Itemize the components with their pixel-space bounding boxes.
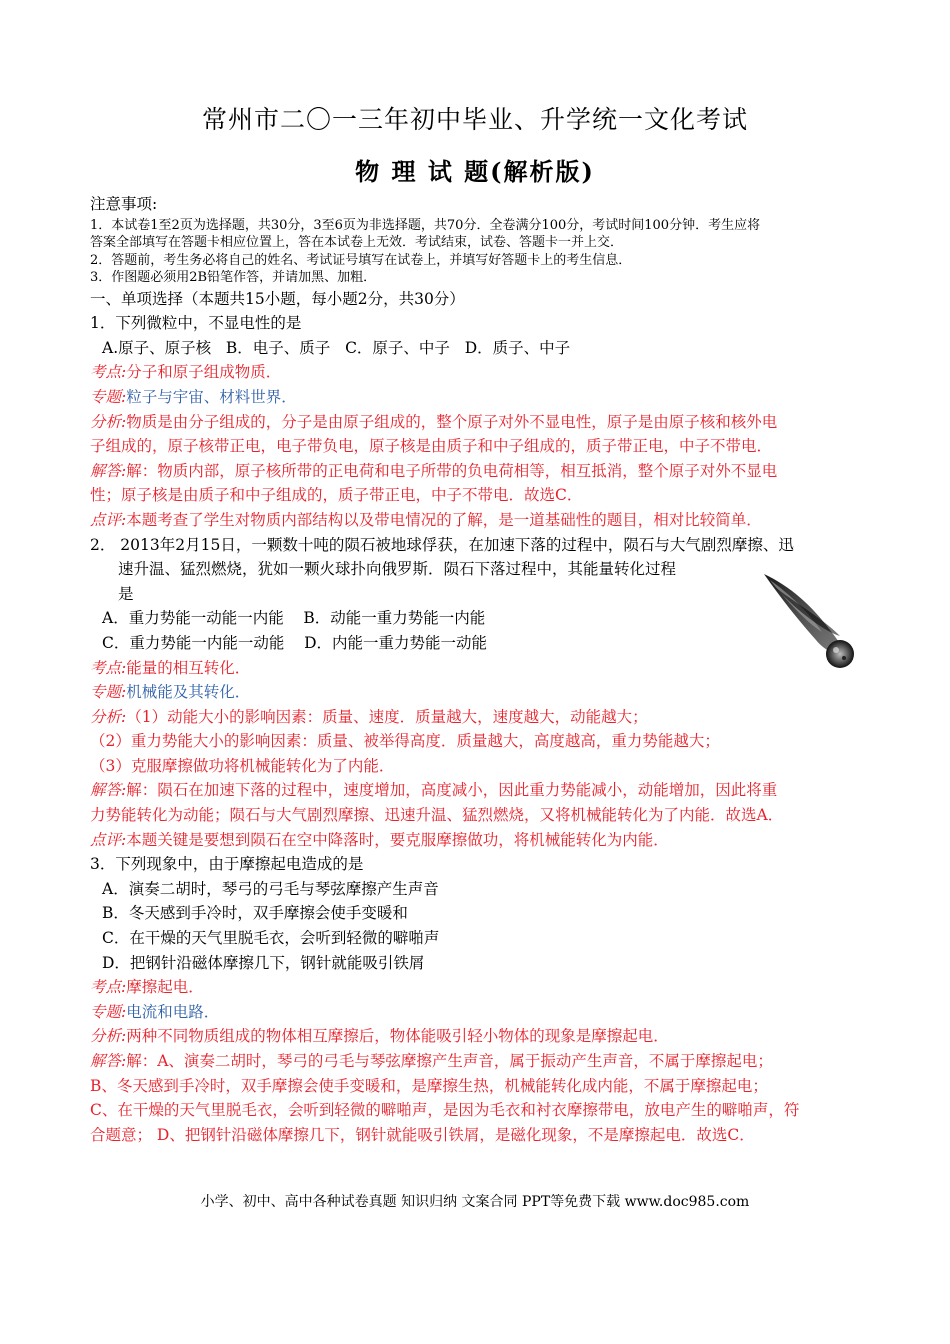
jieda-text: 解：陨石在加速下落的过程中，速度增加，高度减小，因此重力势能减小，动能增加，因此将重 xyxy=(126,781,778,800)
q1-jieda xyxy=(90,459,865,484)
dianping-text: 本题考查了学生对物质内部结构以及带电情况的了解，是一道基础性的题目，相对比较简单． xyxy=(126,510,762,529)
zhuanti-text: 机械能及其转化． xyxy=(126,683,251,702)
jieda-text: 解：物质内部，原子核所带的正电荷和电子所带的负电荷相等，相互抵消，整个原子对外不显电 xyxy=(126,461,778,480)
notice-line-4: 3．作图题必须用2B铅笔作答，并请加黑、加粗． xyxy=(90,270,377,286)
q3-option-a: A．演奏二胡时，琴弓的弓毛与琴弦摩擦产生声音 xyxy=(102,879,439,898)
label-dianping: 点评: xyxy=(90,510,127,529)
section-heading: 一、单项选择（本题共15小题，每小题2分，共30分） xyxy=(90,289,465,308)
q1-dianping xyxy=(90,508,865,533)
kaodian-text: 摩擦起电． xyxy=(126,978,204,997)
notice-line-3: 2．答题前，考生务必将自己的姓名、考试证号填写在试卷上，并填写好答题卡上的考生信息． xyxy=(90,252,632,268)
label-jieda: 解答: xyxy=(90,461,127,480)
notice-heading: 注意事项: xyxy=(90,195,158,213)
q2-stem-1: 2． 2013年2月15日，一颗数十吨的陨石被地球俘获，在加速下落的过程中，陨石与大气剧烈摩擦、迅 xyxy=(90,535,794,554)
q3-option-b: B．冬天感到手冷时，双手摩擦会使手变暖和 xyxy=(102,904,408,923)
exam-subtitle: 物 理 试 题(解析版) xyxy=(355,157,595,186)
label-fenxi: 分析: xyxy=(90,1027,127,1046)
q1-fenxi-cont: 子组成的，原子核带正电，电子带负电，原子核是由质子和中子组成的，质子带正电，中子不带电． xyxy=(90,437,773,456)
q3-jieda-4: 合题意； D、把钢针沿磁体摩擦几下，钢针就能吸引铁屑，是磁化现象，不是摩擦起电．故选C． xyxy=(90,1125,755,1144)
dianping-text: 本题关键是要想到陨石在空中降落时，要克服摩擦做功，将机械能转化为内能． xyxy=(126,830,669,849)
q1-jieda-cont: 性；原子核是由质子和中子组成的，质子带正电，中子不带电．故选C． xyxy=(90,486,583,505)
q3-option-c: C．在干燥的天气里脱毛衣，会听到轻微的噼啪声 xyxy=(102,929,440,948)
q3-fenxi xyxy=(90,1024,865,1049)
label-zhuanti: 专题: xyxy=(90,1002,127,1021)
q1-kaodian xyxy=(90,360,865,385)
q2-fenxi xyxy=(90,705,865,730)
q2-jieda-cont: 力势能转化为动能；陨石与大气剧烈摩擦、迅速升温、猛烈燃烧，又将机械能转化为了内能．故选A． xyxy=(90,806,784,825)
label-fenxi: 分析: xyxy=(90,412,127,431)
q2-options-2: C．重力势能一内能一动能 D．内能一重力势能一动能 xyxy=(102,633,487,652)
q3-jieda-3: C、在干燥的天气里脱毛衣，会听到轻微的噼啪声，是因为毛衣和衬衣摩擦带电，放电产生的噼啪声，符 xyxy=(90,1101,800,1120)
q2-kaodian xyxy=(90,656,865,681)
zhuanti-text: 粒子与宇宙、材料世界． xyxy=(126,387,297,406)
q3-zhuanti xyxy=(90,1000,865,1025)
label-jieda: 解答: xyxy=(90,781,127,800)
q1-fenxi xyxy=(90,410,865,435)
label-kaodian: 考点: xyxy=(90,978,127,997)
kaodian-text: 能量的相互转化． xyxy=(126,658,251,677)
notice-line-1: 1．本试卷1至2页为选择题，共30分，3至6页为非选择题，共70分．全卷满分100分，考试时间100分钟．考生应将 xyxy=(90,217,761,233)
label-kaodian: 考点: xyxy=(90,658,127,677)
exam-content xyxy=(90,192,865,1147)
q2-fenxi-2: （2）重力势能大小的影响因素：质量、被举得高度．质量越大，高度越高，重力势能越大； xyxy=(90,732,720,751)
q1-stem: 1．下列微粒中，不显电性的是 xyxy=(90,314,302,333)
jieda-text: 解：A、演奏二胡时，琴弓的弓毛与琴弦摩擦产生声音，属于振动产生声音，不属于摩擦起电； xyxy=(126,1052,773,1070)
q3-stem: 3．下列现象中，由于摩擦起电造成的是 xyxy=(90,855,364,874)
q3-kaodian xyxy=(90,975,865,1000)
meteor-illustration xyxy=(760,566,860,676)
fenxi-text: （1）动能大小的影响因素：质量、速度．质量越大，速度越大，动能越大； xyxy=(126,707,648,726)
q1-options: A.原子、原子核 B．电子、质子 C．原子、中子 D．质子、中子 xyxy=(102,338,571,357)
fenxi-text: 两种不同物质组成的物体相互摩擦后，物体能吸引轻小物体的现象是摩擦起电． xyxy=(126,1027,669,1046)
fenxi-text: 物质是由分子组成的，分子是由原子组成的，整个原子对外不显电性，原子是由原子核和核外电 xyxy=(126,412,778,431)
kaodian-text: 分子和原子组成物质． xyxy=(126,363,282,382)
q2-dianping xyxy=(90,828,865,853)
label-jieda: 解答: xyxy=(90,1052,127,1070)
zhuanti-text: 电流和电路． xyxy=(126,1002,220,1021)
page-footer: 小学、初中、高中各种试卷真题 知识归纳 文案合同 PPT等免费下载 www.doc985.com xyxy=(200,1194,750,1210)
label-dianping: 点评: xyxy=(90,830,127,849)
label-fenxi: 分析: xyxy=(90,707,127,726)
notice-line-2: 答案全部填写在答题卡相应位置上，答在本试卷上无效．考试结束，试卷、答题卡一并上交． xyxy=(90,235,624,251)
exam-title: 常州市二〇一三年初中毕业、升学统一文化考试 xyxy=(201,105,748,134)
q2-zhuanti xyxy=(90,680,865,705)
label-zhuanti: 专题: xyxy=(90,683,127,702)
q2-jieda xyxy=(90,778,865,803)
q2-fenxi-3: （3）克服摩擦做功将机械能转化为了内能． xyxy=(90,756,395,775)
q3-option-d: D．把钢针沿磁体摩擦几下，钢针就能吸引铁屑 xyxy=(102,953,425,972)
q3-jieda xyxy=(90,1049,865,1074)
q3-jieda-2: B、冬天感到手冷时，双手摩擦会使手变暖和，是摩擦生热，机械能转化成内能，不属于摩擦起电； xyxy=(90,1076,768,1095)
q2-stem-2: 速升温、猛烈燃烧，犹如一颗火球扑向俄罗斯．陨石下落过程中，其能量转化过程 xyxy=(118,560,677,579)
q1-zhuanti xyxy=(90,385,865,410)
q2-options-1: A．重力势能一动能一内能 B．动能一重力势能一内能 xyxy=(102,609,486,628)
q2-stem-3: 是 xyxy=(118,584,134,603)
label-zhuanti: 专题: xyxy=(90,387,127,406)
label-kaodian: 考点: xyxy=(90,363,127,382)
